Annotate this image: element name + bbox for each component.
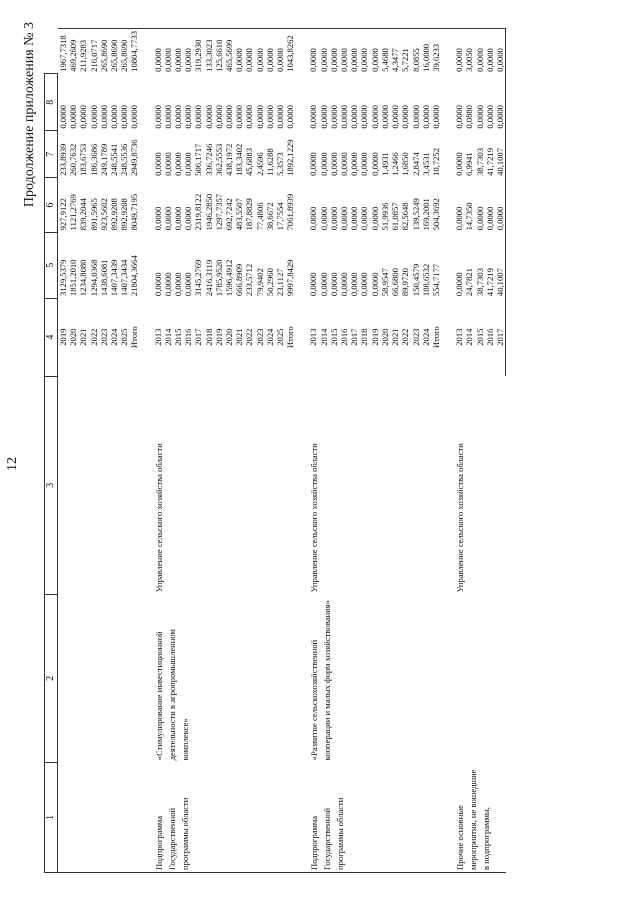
year-cell: 2016 <box>183 328 194 346</box>
value-cell-c6: 248,5536 <box>119 143 130 176</box>
value-cell-c8: 0,0000 <box>140 29 163 74</box>
value-cell-c4: 1851,2010 <box>68 259 79 297</box>
value-cell-c6: 0,0000 <box>339 152 350 176</box>
value-cell-c7: 0,0000 <box>193 105 204 129</box>
value-cell-c5: 0,0000 <box>162 206 173 231</box>
value-cell-c7: 0,0000 <box>119 105 130 129</box>
table-row <box>295 29 318 873</box>
value-cell-c7: 0,0000 <box>68 105 79 129</box>
col-number-1: 1 <box>45 762 58 872</box>
year-cell: 2023 <box>254 328 265 346</box>
value-cell-c4: 24,7821 <box>464 268 475 297</box>
value-cell-c4: 0,0000 <box>328 272 339 297</box>
year-cell: 2023 <box>98 328 109 346</box>
value-cell-c4: 233,5712 <box>244 263 255 297</box>
value-cell-c5: 8049,7195 <box>129 193 140 231</box>
value-cell-c8: 0,0000 <box>329 29 339 74</box>
year-cell: 2017 <box>495 298 506 376</box>
value-cell-c8: 0,0000 <box>163 29 173 74</box>
value-cell-c8: 0,0000 <box>475 29 485 74</box>
value-cell-c6: 233,8939 <box>58 143 68 176</box>
value-cell-c7: 0,0000 <box>339 105 350 129</box>
col-number-7: 7 <box>45 131 58 178</box>
value-cell-c6: 38,7303 <box>474 147 485 176</box>
value-cell-c6: 0,0000 <box>308 152 319 176</box>
program-name-cell <box>441 594 506 762</box>
executor-cell: Управление сельского хозяйства области <box>153 443 164 593</box>
value-cell-c4: 0,0000 <box>349 272 360 297</box>
value-cell-c4: 50,2960 <box>264 268 275 297</box>
value-cell-c4: 1407,3434 <box>119 259 130 297</box>
value-cell-c5: 14,7350 <box>464 202 475 231</box>
value-cell-c8: 10804,7733 <box>129 29 139 74</box>
value-cell-c5: 169,2001 <box>420 198 431 231</box>
value-cell-c5: 1297,7357 <box>213 193 224 231</box>
year-cell: 2014 <box>318 328 329 346</box>
value-cell-c8: 0,0000 <box>173 29 183 74</box>
value-cell-c6: 40,1007 <box>495 131 506 178</box>
value-cell-c6: 0,0000 <box>328 152 339 176</box>
year-cell: 2022 <box>244 328 255 346</box>
value-cell-c7: 0,0000 <box>183 105 194 129</box>
value-cell-c5: 82,5648 <box>400 202 411 231</box>
year-cell: 2013 <box>308 328 319 346</box>
value-cell-c6: 362,5553 <box>213 143 224 176</box>
year-cell: 2017 <box>349 328 360 346</box>
value-cell-c5: 839,2044 <box>78 198 89 231</box>
value-cell-c4: 40,1007 <box>495 232 506 298</box>
value-cell-c4: 23,1127 <box>275 268 286 297</box>
value-cell-c7: 0,0000 <box>88 105 99 129</box>
table-row <box>140 29 163 873</box>
value-cell-c4: 1596,4912 <box>224 259 235 297</box>
value-cell-c4: 2416,3119 <box>203 259 214 297</box>
executor-cell: Управление сельского хозяйства области <box>309 443 320 593</box>
value-cell-c6: 183,3402 <box>234 143 245 176</box>
value-cell-c7: 0,0000 <box>308 105 319 129</box>
value-cell-c6: 11,6288 <box>264 148 275 176</box>
program-type-cell: Подпрограмма Государственной программы области <box>140 762 296 872</box>
year-cell: 2022 <box>88 328 99 346</box>
appendix-table <box>44 28 506 873</box>
value-cell-c5: 0,0000 <box>454 206 465 231</box>
value-cell-c5: 504,3692 <box>430 198 441 231</box>
value-cell-c8: 265,8690 <box>109 29 119 74</box>
value-cell-c5: 17,7554 <box>275 202 286 231</box>
value-cell-c4: 3129,5379 <box>58 259 68 297</box>
value-cell-c7: 0,0000 <box>420 105 431 129</box>
value-cell-c8: 465,5699 <box>224 29 234 74</box>
value-cell-c5: 0,0000 <box>484 206 495 231</box>
value-cell-c5: 892,9208 <box>109 198 120 231</box>
value-cell-c8: 0,0000 <box>485 29 495 74</box>
value-cell-c5: 61,0857 <box>390 202 401 231</box>
value-cell-c6: 0,0000 <box>454 152 465 176</box>
value-cell-c8: 216,0717 <box>89 29 99 74</box>
value-cell-c8: 5,4680 <box>380 29 390 74</box>
value-cell-c6: 506,1717 <box>193 143 204 176</box>
value-cell-c6: 5,3573 <box>275 152 286 176</box>
value-cell-c5: 187,8829 <box>244 198 255 231</box>
value-cell-c7: 0,0000 <box>285 105 296 129</box>
value-cell-c4: 0,0000 <box>308 272 319 297</box>
value-cell-c8: 0,0000 <box>495 29 506 74</box>
value-cell-c7: 0,0000 <box>400 105 411 129</box>
year-cell: 2021 <box>234 328 245 346</box>
value-cell-c7: 0,0000 <box>369 105 380 129</box>
year-cell: 2015 <box>328 328 339 346</box>
value-cell-c5: 139,5249 <box>410 198 421 231</box>
year-cell: 2013 <box>152 328 163 346</box>
value-cell-c6: 2,8474 <box>410 152 421 176</box>
year-cell: 2020 <box>379 328 390 346</box>
value-cell-c7: 0,0000 <box>98 105 109 129</box>
appendix-caption: Продолжение приложения № 3 <box>22 22 37 208</box>
value-cell-c8: 8,0855 <box>411 29 421 74</box>
value-cell-c7: 0,0000 <box>379 105 390 129</box>
value-cell-c5: 892,9208 <box>119 198 130 231</box>
year-cell: 2019 <box>58 328 68 346</box>
value-cell-c8: 0,0000 <box>370 29 380 74</box>
value-cell-c6: 0,0000 <box>183 152 194 176</box>
value-cell-c4: 1438,6081 <box>98 259 109 297</box>
value-cell-c7: 0,0000 <box>152 105 163 129</box>
value-cell-c5: 927,9122 <box>58 198 68 231</box>
value-cell-c8: 0,0000 <box>234 29 244 74</box>
year-cell: 2021 <box>78 328 89 346</box>
value-cell-c8: 0,0000 <box>319 29 329 74</box>
value-cell-c5: 0,0000 <box>328 206 339 231</box>
year-cell: 2013 <box>454 328 465 346</box>
value-cell-c7: 0,0000 <box>349 105 360 129</box>
value-cell-c5: 692,7242 <box>224 198 235 231</box>
year-cell: 2025 <box>275 328 286 346</box>
year-cell: 2020 <box>68 328 79 346</box>
value-cell-c7: 0,0880 <box>464 105 475 129</box>
value-cell-c4: 554,7177 <box>430 263 441 297</box>
value-cell-c6: 2,4596 <box>254 152 265 176</box>
value-cell-c6: 249,1789 <box>98 143 109 176</box>
value-cell-c6: 438,1972 <box>224 143 235 176</box>
value-cell-c4: 58,9547 <box>379 268 390 297</box>
value-cell-c7: 0,0000 <box>254 105 265 129</box>
value-cell-c5: 891,5965 <box>88 198 99 231</box>
value-cell-c8: 265,8690 <box>119 29 129 74</box>
value-cell-c4: 89,9720 <box>400 268 411 297</box>
value-cell-c7: 0,0000 <box>484 105 495 129</box>
table-row <box>58 29 69 873</box>
year-cell: 2024 <box>420 328 431 346</box>
value-cell-c8: 4,3477 <box>390 29 400 74</box>
value-cell-c8: 1043,8262 <box>285 29 295 74</box>
value-cell-c8: 0,0000 <box>244 29 254 74</box>
executor-cell <box>58 376 140 594</box>
table-row <box>441 29 464 873</box>
value-cell-c4: 0,0000 <box>318 272 329 297</box>
value-cell-c6: 0,0000 <box>359 152 370 176</box>
value-cell-c7: 0,0000 <box>359 105 370 129</box>
year-cell: 2016 <box>484 328 495 346</box>
year-cell: 2014 <box>162 328 173 346</box>
value-cell-c8: 211,9283 <box>78 29 88 74</box>
value-cell-c4: 150,4579 <box>410 263 421 297</box>
value-cell-c6: 0,0000 <box>173 152 184 176</box>
value-cell-c8: 0,0000 <box>295 29 318 74</box>
value-cell-c6: 0,0000 <box>152 152 163 176</box>
col-number-3: 3 <box>45 376 58 594</box>
value-cell-c8: 125,6610 <box>214 29 224 74</box>
value-cell-c5: 0,0000 <box>359 206 370 231</box>
value-cell-c8: 0,0000 <box>339 29 349 74</box>
value-cell-c8: 1967,7318 <box>58 29 69 74</box>
value-cell-c8: 265,8690 <box>99 29 109 74</box>
value-cell-c7: 0,0000 <box>224 105 235 129</box>
value-cell-c4: 21804,3664 <box>129 255 140 297</box>
program-name-cell: «Развитие сельскохозяйственной кооперации и малых форм хозяйствования» <box>309 600 333 761</box>
value-cell-c5: 0,0000 <box>173 206 184 231</box>
value-cell-c8: 469,2609 <box>68 29 78 74</box>
value-cell-c6: 0,0000 <box>349 152 360 176</box>
value-cell-c4: 41,7219 <box>484 268 495 297</box>
value-cell-c7: 0,0000 <box>390 105 401 129</box>
value-cell-c5: 0,0000 <box>474 206 485 231</box>
program-type-cell: Прочие основные мероприятия, не вошедшие в подпрограммы, <box>441 762 506 872</box>
year-cell: 2015 <box>173 328 184 346</box>
value-cell-c7: 0,0000 <box>129 105 140 129</box>
value-cell-c6: 186,3686 <box>88 143 99 176</box>
value-cell-c7: 0,0000 <box>213 105 224 129</box>
value-cell-c5: 923,5602 <box>98 198 109 231</box>
value-cell-c4: 188,6532 <box>420 263 431 297</box>
value-cell-c6: 1,4931 <box>379 152 390 176</box>
value-cell-c5: 0,0000 <box>152 206 163 231</box>
value-cell-c6: 248,5541 <box>109 143 120 176</box>
year-cell: 2017 <box>193 328 204 346</box>
year-cell: 2024 <box>264 328 275 346</box>
value-cell-c4: 9997,8429 <box>285 259 296 297</box>
value-cell-c7: 0,0000 <box>173 105 184 129</box>
value-cell-c7: 0,0000 <box>318 105 329 129</box>
year-cell: 2016 <box>339 328 350 346</box>
value-cell-c4: 79,9402 <box>254 268 265 297</box>
value-cell-c6: 260,7632 <box>68 143 79 176</box>
value-cell-c7: 0,0000 <box>275 105 286 129</box>
value-cell-c4: 0,0000 <box>339 272 350 297</box>
value-cell-c7: 0,0000 <box>244 105 255 129</box>
year-cell: 2018 <box>203 328 214 346</box>
year-cell: 2015 <box>474 328 485 346</box>
value-cell-c7: 0,0000 <box>109 105 120 129</box>
value-cell-c5: 0,0000 <box>495 178 506 232</box>
year-cell: 2025 <box>119 328 130 346</box>
value-cell-c4: 0,0000 <box>359 272 370 297</box>
value-cell-c7: 0,0000 <box>410 105 421 129</box>
value-cell-c8: 0,0000 <box>441 29 464 74</box>
value-cell-c7: 0,0000 <box>430 105 441 129</box>
value-cell-c5: 0,0000 <box>183 206 194 231</box>
value-cell-c6: 2949,8736 <box>129 139 140 176</box>
value-cell-c8: 0,0000 <box>265 29 275 74</box>
value-cell-c6: 1,2466 <box>390 152 401 176</box>
value-cell-c4: 0,0000 <box>173 272 184 297</box>
value-cell-c8: 0,0000 <box>255 29 265 74</box>
value-cell-c7: 0,0000 <box>58 105 68 129</box>
value-cell-c5: 0,0000 <box>369 206 380 231</box>
col-number-8: 8 <box>45 74 58 131</box>
year-cell: 2023 <box>410 328 421 346</box>
value-cell-c8: 133,3023 <box>204 29 214 74</box>
value-cell-c8: 39,6233 <box>431 29 441 74</box>
value-cell-c4: 66,6800 <box>390 268 401 297</box>
value-cell-c4: 1407,3439 <box>109 259 120 297</box>
col-number-2: 2 <box>45 594 58 762</box>
value-cell-c6: 1892,1229 <box>285 139 296 176</box>
executor-cell: Управление сельского хозяйства области <box>455 443 466 593</box>
year-cell: 2019 <box>369 328 380 346</box>
value-cell-c7: 0,0000 <box>203 105 214 129</box>
year-cell: Итого <box>285 326 296 349</box>
value-cell-c4: 0,0000 <box>369 272 380 297</box>
program-name-cell <box>58 594 140 762</box>
value-cell-c8: 0,0000 <box>275 29 285 74</box>
value-cell-c8: 319,2930 <box>193 29 203 74</box>
year-cell: 2018 <box>359 328 370 346</box>
value-cell-c6: 41,7219 <box>484 147 495 176</box>
value-cell-c5: 483,5507 <box>234 198 245 231</box>
value-cell-c6: 3,4531 <box>420 152 431 176</box>
value-cell-c6: 1,6850 <box>400 152 411 176</box>
value-cell-c6: 10,7252 <box>430 147 441 176</box>
value-cell-c4: 666,8909 <box>234 263 245 297</box>
col-number-5: 5 <box>45 232 58 298</box>
col-number-4: 4 <box>45 298 58 376</box>
value-cell-c5: 38,6672 <box>264 202 275 231</box>
value-cell-c7: 0,0000 <box>328 105 339 129</box>
value-cell-c4: 0,0000 <box>152 272 163 297</box>
value-cell-c6: 0,0000 <box>162 152 173 176</box>
value-cell-c4: 1234,8080 <box>78 259 89 297</box>
value-cell-c8: 3,0050 <box>464 29 474 74</box>
value-cell-c4: 1785,9520 <box>213 259 224 297</box>
value-cell-c6: 0,0000 <box>369 152 380 176</box>
value-cell-c4: 1294,0368 <box>88 259 99 297</box>
year-cell: 2022 <box>400 328 411 346</box>
col-number-6: 6 <box>45 178 58 232</box>
value-cell-c5: 1121,2769 <box>68 194 79 231</box>
value-cell-c8: 16,0000 <box>421 29 431 74</box>
year-cell: 2020 <box>224 328 235 346</box>
program-type-cell: Подпрограмма Государственной программы области <box>295 762 441 872</box>
value-cell-c6: 45,6883 <box>244 147 255 176</box>
value-cell-c7: 0,0000 <box>474 105 485 129</box>
year-cell: 2014 <box>464 328 475 346</box>
value-cell-c5: 1946,2850 <box>203 193 214 231</box>
value-cell-c4: 3145,2769 <box>193 259 204 297</box>
value-cell-c6: 183,6753 <box>78 143 89 176</box>
column-number-row <box>45 29 58 873</box>
page-number: 12 <box>5 457 20 471</box>
year-cell: 2019 <box>213 328 224 346</box>
value-cell-c5: 0,0000 <box>308 206 319 231</box>
value-cell-c7: 0,0000 <box>234 105 245 129</box>
value-cell-c6: 0,0000 <box>318 152 329 176</box>
program-type-cell <box>58 762 140 872</box>
value-cell-c5: 77,4806 <box>254 202 265 231</box>
value-cell-c8: 0,0000 <box>359 29 369 74</box>
year-cell: Итого <box>129 326 140 349</box>
value-cell-c6: 6,9941 <box>464 152 475 176</box>
value-cell-c5: 7061,8939 <box>285 193 296 231</box>
value-cell-c6: 336,7246 <box>203 143 214 176</box>
value-cell-c5: 0,0000 <box>318 206 329 231</box>
value-cell-c7: 0,0000 <box>495 74 506 131</box>
value-cell-c7: 0,0000 <box>264 105 275 129</box>
table-body <box>58 29 506 873</box>
value-cell-c4: 0,0000 <box>454 272 465 297</box>
value-cell-c8: 0,0000 <box>183 29 193 74</box>
value-cell-c5: 0,0000 <box>349 206 360 231</box>
value-cell-c7: 0,0000 <box>162 105 173 129</box>
value-cell-c7: 0,0000 <box>454 105 465 129</box>
value-cell-c7: 0,0000 <box>78 105 89 129</box>
year-cell: 2021 <box>390 328 401 346</box>
value-cell-c4: 38,7303 <box>474 268 485 297</box>
year-cell: Итого <box>430 326 441 349</box>
year-cell: 2024 <box>109 328 120 346</box>
value-cell-c5: 51,9936 <box>379 202 390 231</box>
value-cell-c8: 5,7221 <box>400 29 410 74</box>
value-cell-c5: 0,0000 <box>339 206 350 231</box>
program-name-cell: «Стимулирование инвестиционной деятельности в агропромышленном комплексе» <box>153 629 190 761</box>
value-cell-c4: 0,0000 <box>162 272 173 297</box>
value-cell-c8: 0,0000 <box>349 29 359 74</box>
value-cell-c5: 2319,8122 <box>193 193 204 231</box>
value-cell-c4: 0,0000 <box>183 272 194 297</box>
